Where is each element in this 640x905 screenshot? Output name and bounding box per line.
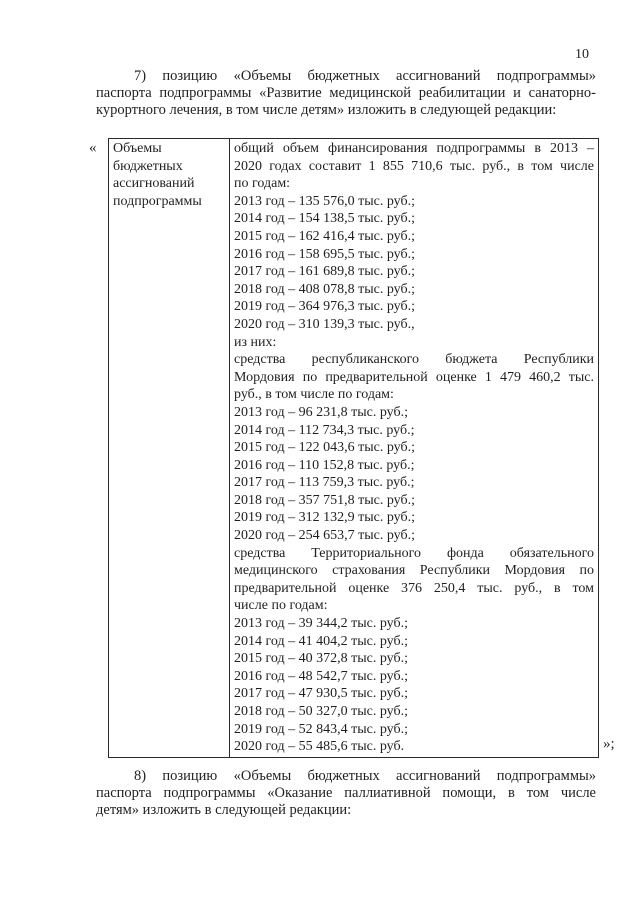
financing-line: медицинского страхования Республики Мордовия по (234, 563, 594, 579)
position-name-line: бюджетных (113, 158, 183, 174)
financing-line: 2019 год – 52 843,4 тыс. руб.; (234, 721, 408, 737)
opening-quote: « (89, 140, 97, 156)
financing-line: 2014 год – 112 734,3 тыс. руб.; (234, 422, 415, 438)
financing-line: 2019 год – 364 976,3 тыс. руб.; (234, 299, 415, 315)
financing-details-cell (230, 139, 599, 758)
outro-line: паспорта подпрограммы «Оказание паллиативной помощи, в том числе (96, 785, 596, 801)
financing-line: 2020 год – 55 485,6 тыс. руб. (234, 739, 405, 755)
financing-line: из них: (234, 334, 277, 350)
financing-line: общий объем финансирования подпрограммы в 2013 – (234, 141, 594, 156)
next-item-paragraph (96, 768, 596, 819)
financing-line: 2020 годах составит 1 855 710,6 тыс. руб., в том числе (234, 158, 594, 174)
financing-line: 2015 год – 162 416,4 тыс. руб.; (234, 228, 415, 244)
financing-line: 2017 год – 47 930,5 тыс. руб.; (234, 686, 408, 702)
financing-line: 2013 год – 135 576,0 тыс. руб.; (234, 193, 415, 209)
financing-line: средства республиканского бюджета Республики (234, 352, 594, 368)
financing-line: средства Территориального фонда обязательного (234, 545, 594, 561)
table-row (109, 139, 599, 758)
financing-line: руб., в том числе по годам: (234, 387, 394, 403)
position-name-line: ассигнований (113, 176, 195, 192)
financing-line: предварительной оценке 376 250,4 тыс. руб., в том (234, 580, 594, 596)
outro-line: детям» изложить в следующей редакции: (96, 802, 352, 818)
financing-line: 2014 год – 41 404,2 тыс. руб.; (234, 633, 408, 649)
closing-quote: »; (603, 736, 615, 752)
financing-line: Мордовия по предварительной оценке 1 479 460,2 тыс. (234, 369, 594, 385)
financing-line: 2013 год – 39 344,2 тыс. руб.; (234, 616, 408, 632)
financing-line: 2020 год – 254 653,7 тыс. руб.; (234, 528, 415, 544)
financing-line: 2018 год – 50 327,0 тыс. руб.; (234, 704, 408, 719)
financing-line: по годам: (234, 176, 291, 192)
intro-line: паспорта подпрограммы «Развитие медицинской реабилитации и санаторно- (96, 85, 596, 101)
financing-line: 2015 год – 122 043,6 тыс. руб.; (234, 440, 415, 456)
position-name-line: подпрограммы (113, 193, 202, 209)
outro-line: 8) позицию «Объемы бюджетных ассигнований подпрограммы» (134, 768, 596, 784)
financing-line: 2013 год – 96 231,8 тыс. руб.; (234, 404, 408, 420)
financing-line: 2017 год – 161 689,8 тыс. руб.; (234, 264, 415, 280)
intro-line: 7) позицию «Объемы бюджетных ассигнований подпрограммы» (134, 68, 596, 84)
intro-paragraph (96, 68, 596, 119)
financing-line: 2014 год – 154 138,5 тыс. руб.; (234, 211, 415, 227)
page-number: 10 (575, 47, 589, 62)
position-name-line: Объемы (113, 141, 162, 156)
financing-line: 2016 год – 158 695,5 тыс. руб.; (234, 246, 415, 262)
budget-allocation-table (108, 138, 599, 758)
financing-line: 2015 год – 40 372,8 тыс. руб.; (234, 651, 408, 667)
financing-line: 2018 год – 357 751,8 тыс. руб.; (234, 492, 415, 508)
position-name-cell (109, 139, 230, 758)
financing-line: 2018 год – 408 078,8 тыс. руб.; (234, 281, 415, 297)
intro-line: курортного лечения, в том числе детям» изложить в следующей редакции: (96, 102, 557, 118)
financing-line: 2016 год – 48 542,7 тыс. руб.; (234, 668, 408, 684)
financing-line: 2020 год – 310 139,3 тыс. руб., (234, 316, 415, 332)
financing-line: 2016 год – 110 152,8 тыс. руб.; (234, 457, 415, 473)
financing-line: числе по годам: (234, 598, 328, 614)
financing-line: 2017 год – 113 759,3 тыс. руб.; (234, 475, 415, 491)
financing-line: 2019 год – 312 132,9 тыс. руб.; (234, 510, 415, 526)
